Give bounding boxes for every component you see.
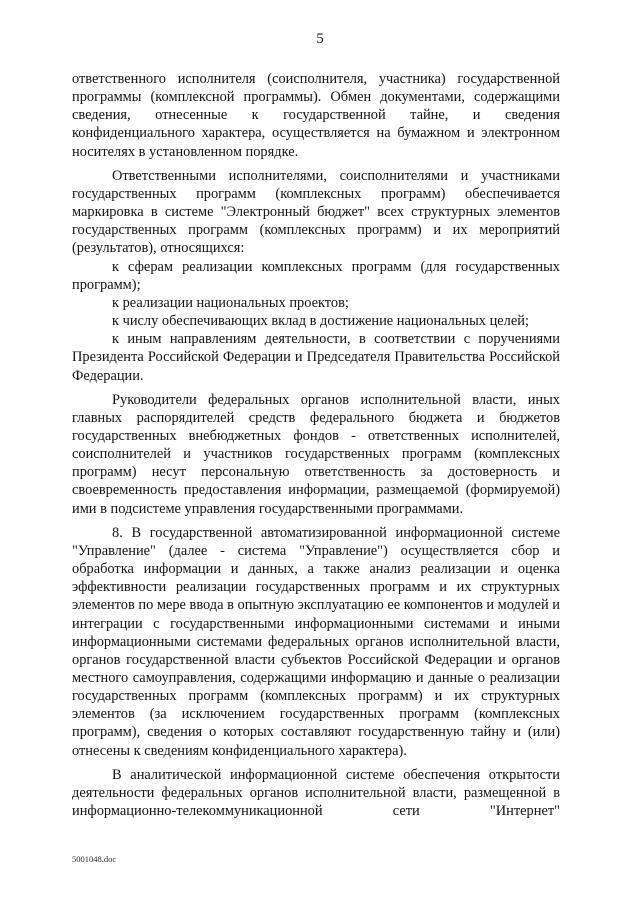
page-number: 5 — [316, 31, 324, 47]
list-item-complex-programs: к сферам реализации комплексных программ (для государственных программ); — [72, 258, 560, 293]
paragraph-continuation: ответственного исполнителя (соисполнителя, участника) государственной программы (комплексной программы). Обмен документами, содержащими сведения, отнесенные к государственной тайне, и сведения конфиденциального характера, осуществляется на бумажном и электронном носителях в установленном порядке. — [72, 71, 560, 160]
paragraph-responsibility: Руководители федеральных органов исполнительной власти, иных главных распорядителей средств федерального бюджета и бюджетов государственных внебюджетных фондов - ответственных исполнителей, соисполнителей и участников государственных программ (комплексных программ) несут персональную ответственность за достоверность и своевременность предоставления информации, размещаемой (формируемой) ими в подсистеме управления государственными программами. — [72, 391, 560, 517]
list-item-other-directions: к иным направлениям деятельности, в соответствии с поручениями Президента Российской Федерации и Председателя Правительства Российской Федерации. — [72, 331, 560, 384]
paragraph-section-8: 8. В государственной автоматизированной информационной системе "Управление" (далее - система "Управление") осуществляется сбор и обработка информации и данных, а также анализ реализации и оценка эффективности реализации государственных программ и их структурных элементов по мере ввода в опытную эксплуатацию ее компонентов и модулей и интеграции с государственными информационными системами и иными информационными системами федеральных органов исполнительной власти, органов государственной власти субъектов Российской Федерации и органов местного самоуправления, содержащими информацию и данные о реализации государственных программ (комплексных программ) и их структурных элементов (за исключением государственных программ (комплексных программ), сведения о которых составляют государственную тайну и (или) отнесены к сведениям конфиденциального характера). — [72, 524, 560, 759]
paragraph-analytic-system: В аналитической информационной системе обеспечения открытости деятельности федеральных органов исполнительной власти, размещенной в информационно-телекоммуникационной сети "Интернет" — [72, 766, 560, 820]
document-body — [72, 70, 560, 820]
list-item-national-goals: к числу обеспечивающих вклад в достижение национальных целей; — [112, 313, 529, 330]
paragraph-marking-requirement: Ответственными исполнителями, соисполнителями и участниками государственных программ (комплексных программ) обеспечивается маркировка в системе "Электронный бюджет" всех структурных элементов государственных программ (комплексных программ) и их мероприятий (результатов), относящихся: — [72, 167, 560, 257]
list-item-national-projects: к реализации национальных проектов; — [112, 294, 349, 311]
footer-filename: 5001048.doc — [72, 854, 117, 864]
